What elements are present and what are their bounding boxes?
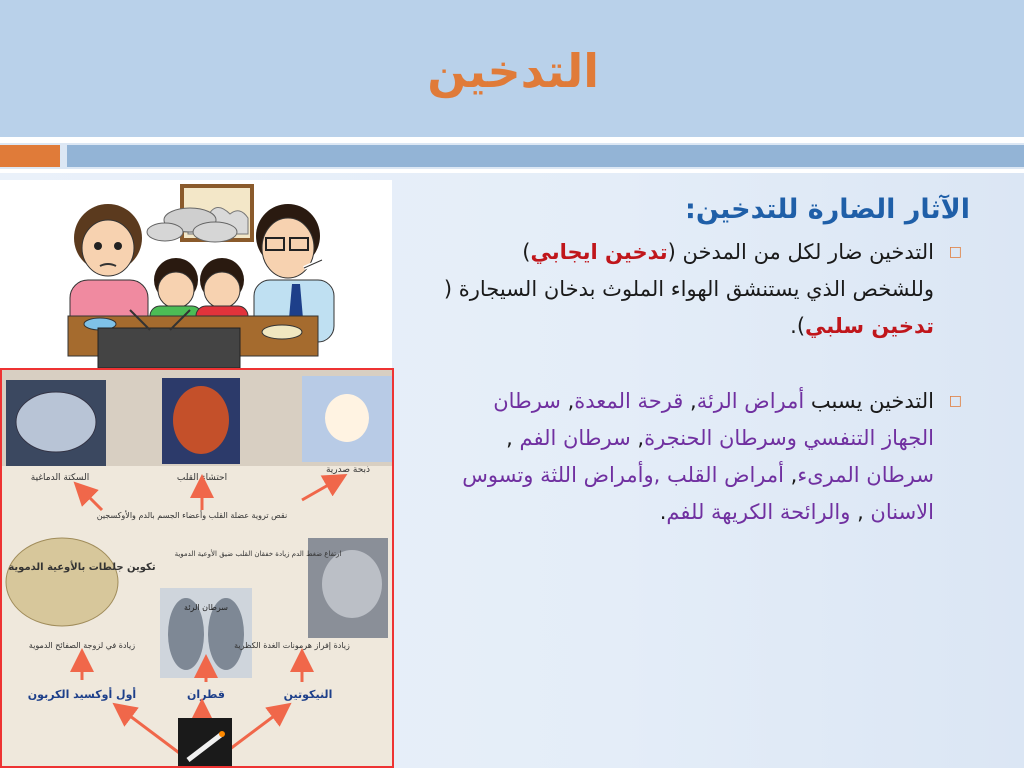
bullet-item-2 (440, 383, 970, 531)
accent-bar-blue (67, 145, 1024, 167)
bullet2-respiratory-cancer: سرطان الجهاز التنفسي وسرطان الحنجرة (493, 389, 934, 450)
cartoon-image (0, 180, 392, 368)
bullet-square-icon: □ (948, 244, 962, 260)
bullet-square-icon: □ (948, 393, 962, 409)
bullet2-lung-diseases: أمراض الرئة (696, 389, 805, 413)
label-perfusion: نقص تروية عضلة القلب وأعضاء الجسم بالدم والأوكسجين (96, 511, 288, 520)
bullet1-passive-smoking: تدخين سلبي (805, 314, 934, 338)
label-hormones: زيادة إفراز هرمونات الغدة الكظرية (234, 641, 350, 650)
slide-body (440, 190, 970, 531)
divider-line (0, 137, 1024, 143)
bullet2-heart-gum-diseases: أمراض القلب ,وأمراض اللثة وتسوس الاسنان (462, 463, 934, 524)
spacer (440, 345, 970, 383)
label-heart-attack: احتشاء القلب (176, 473, 228, 483)
health-effects-illustration (2, 370, 392, 766)
bullet2-sep: , (506, 426, 520, 450)
label-stroke: السكتة الدماغية (30, 473, 90, 483)
health-effects-diagram (0, 368, 394, 768)
accent-bar-orange (0, 145, 60, 167)
bullet1-active-smoking: تدخين ايجابي (530, 240, 668, 264)
label-co: أول أوكسيد الكربون (27, 688, 137, 701)
bullet2-sep: , (630, 426, 645, 450)
label-nicotine: النيكوتين (283, 688, 333, 701)
bullet1-text-1: التدخين ضار لكل من المدخن ( (667, 240, 934, 264)
bullet2-sep: , (560, 389, 575, 413)
bullet2-stomach-ulcer: قرحة المعدة (574, 389, 684, 413)
section-subtitle: الآثار الضارة للتدخين: (685, 194, 970, 225)
bullet1-text-3: ). (790, 314, 806, 338)
bullet2-end: . (659, 500, 667, 524)
label-clots: تكوين جلطات بالأوعية الدموية (8, 562, 156, 573)
bullet2-sep: , (850, 500, 871, 524)
bullet2-bad-breath: والرائحة الكريهة للفم (666, 500, 851, 524)
label-bp: ارتفاع ضغط الدم زيادة خفقان القلب ضيق الأوعية الدموية (174, 550, 342, 558)
smoking-family-illustration (0, 180, 392, 368)
bullet1-text-2: ) وللشخص الذي يستنشق الهواء الملوث بدخان السيجارة ( (443, 240, 934, 301)
label-angina: ذبحة صدرية (325, 465, 371, 475)
bullet2-mouth-cancer: سرطان الفم (519, 426, 631, 450)
bullet2-sep: , (783, 463, 798, 487)
bullet2-esophagus-cancer: سرطان المرىء (797, 463, 934, 487)
label-platelet: زيادة في لزوجة الصفائح الدموية (28, 641, 136, 650)
bullet-item-1 (440, 234, 970, 345)
bullet2-text-1: التدخين يسبب (804, 389, 934, 413)
label-tar: قطران (187, 688, 225, 701)
bullet2-sep: , (683, 389, 697, 413)
slide-title-text: التدخين (427, 44, 599, 98)
label-lung-cancer: سرطان الرئة (184, 603, 228, 612)
